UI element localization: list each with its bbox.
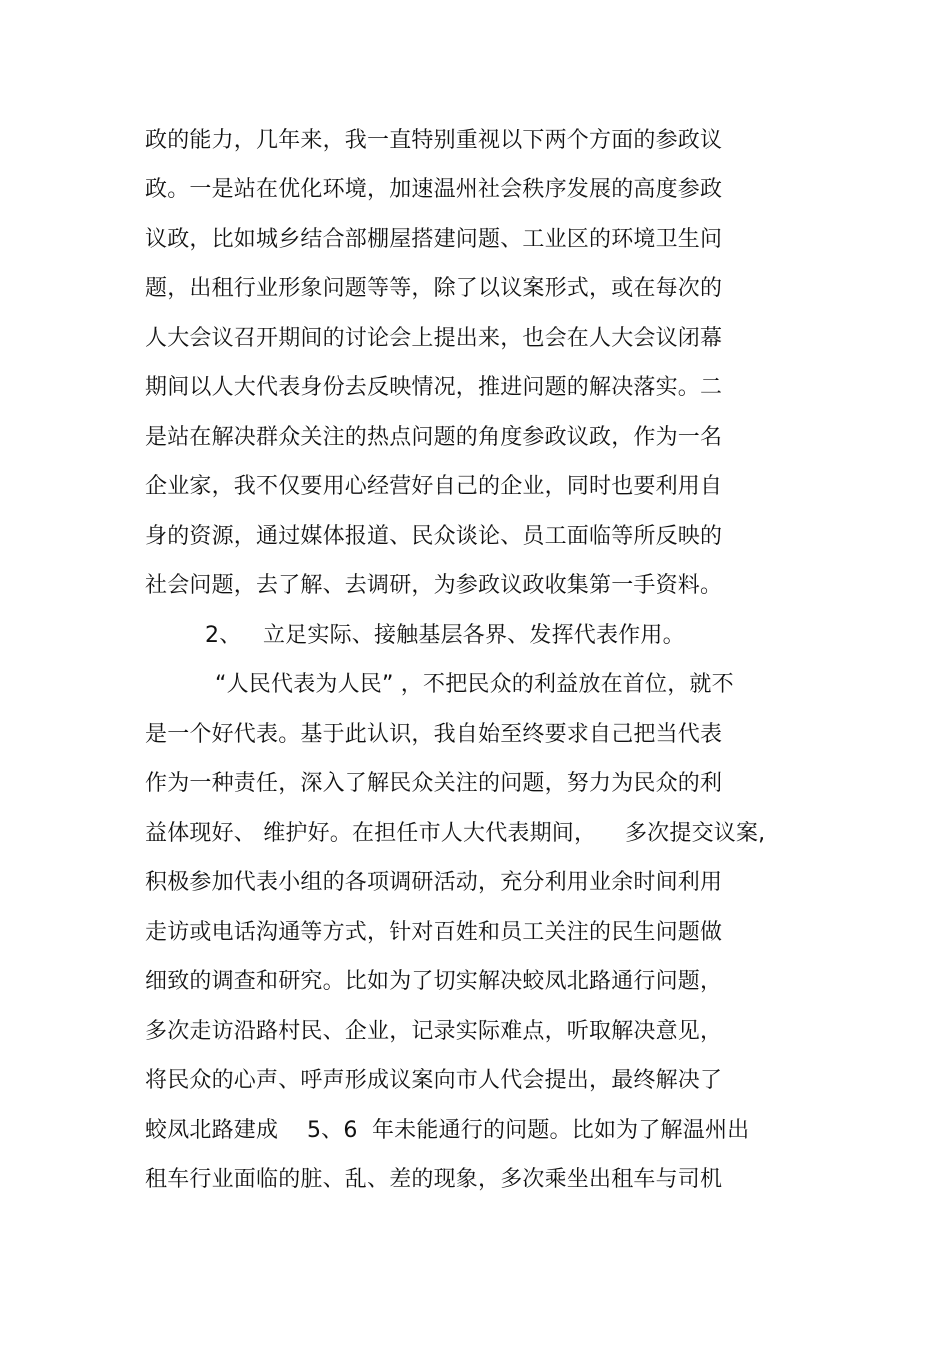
text-line: 将民众的心声、呼声形成议案向市人代会提出，最终解决了	[145, 1068, 723, 1093]
text-line: 是一个好代表。基于此认识，我自始至终要求自己把当代表	[145, 722, 723, 747]
text-line: 身的资源，通过媒体报道、民众谈论、员工面临等所反映的	[145, 524, 723, 549]
text-line: 题，出租行业形象问题等等，除了以议案形式，或在每次的	[145, 276, 723, 301]
text-line: 走访或电话沟通等方式，针对百姓和员工关注的民生问题做	[145, 920, 723, 945]
text-line: 租车行业面临的脏、乱、差的现象，多次乘坐出租车与司机	[145, 1167, 723, 1192]
text-line: 蛟凤北路建成 5、6 年未能通行的问题。比如为了解温州出	[145, 1118, 750, 1143]
text-line: 人大会议召开期间的讨论会上提出来，也会在人大会议闭幕	[145, 326, 723, 351]
text-line: 作为一种责任，深入了解民众关注的问题，努力为民众的利	[145, 771, 723, 796]
text-line: 益体现好、 维护好。在担任市人大代表期间， 多次提交议案,	[145, 821, 766, 846]
text-line: 多次走访沿路村民、企业，记录实际难点，听取解决意见，	[145, 1019, 723, 1044]
text-line: 社会问题，去了解、去调研，为参政议政收集第一手资料。	[145, 573, 723, 598]
text-line: 议政，比如城乡结合部棚屋搭建问题、工业区的环境卫生问	[145, 227, 723, 252]
text-line: “人民代表为人民” ，不把民众的利益放在首位，就不	[215, 672, 734, 697]
text-line: 细致的调查和研究。比如为了切实解决蛟凤北路通行问题，	[145, 969, 723, 994]
text-line: 政。一是站在优化环境，加速温州社会秩序发展的高度参政	[145, 177, 723, 202]
text-line: 是站在解决群众关注的热点问题的角度参政议政，作为一名	[145, 425, 723, 450]
text-line: 积极参加代表小组的各项调研活动，充分利用业余时间利用	[145, 870, 723, 895]
text-line: 企业家，我不仅要用心经营好自己的企业，同时也要利用自	[145, 474, 723, 499]
section-heading: 2、 立足实际、接触基层各界、发挥代表作用。	[205, 623, 685, 648]
text-line: 期间以人大代表身份去反映情况，推进问题的解决落实。二	[145, 375, 723, 400]
text-line: 政的能力，几年来，我一直特别重视以下两个方面的参政议	[145, 128, 723, 153]
